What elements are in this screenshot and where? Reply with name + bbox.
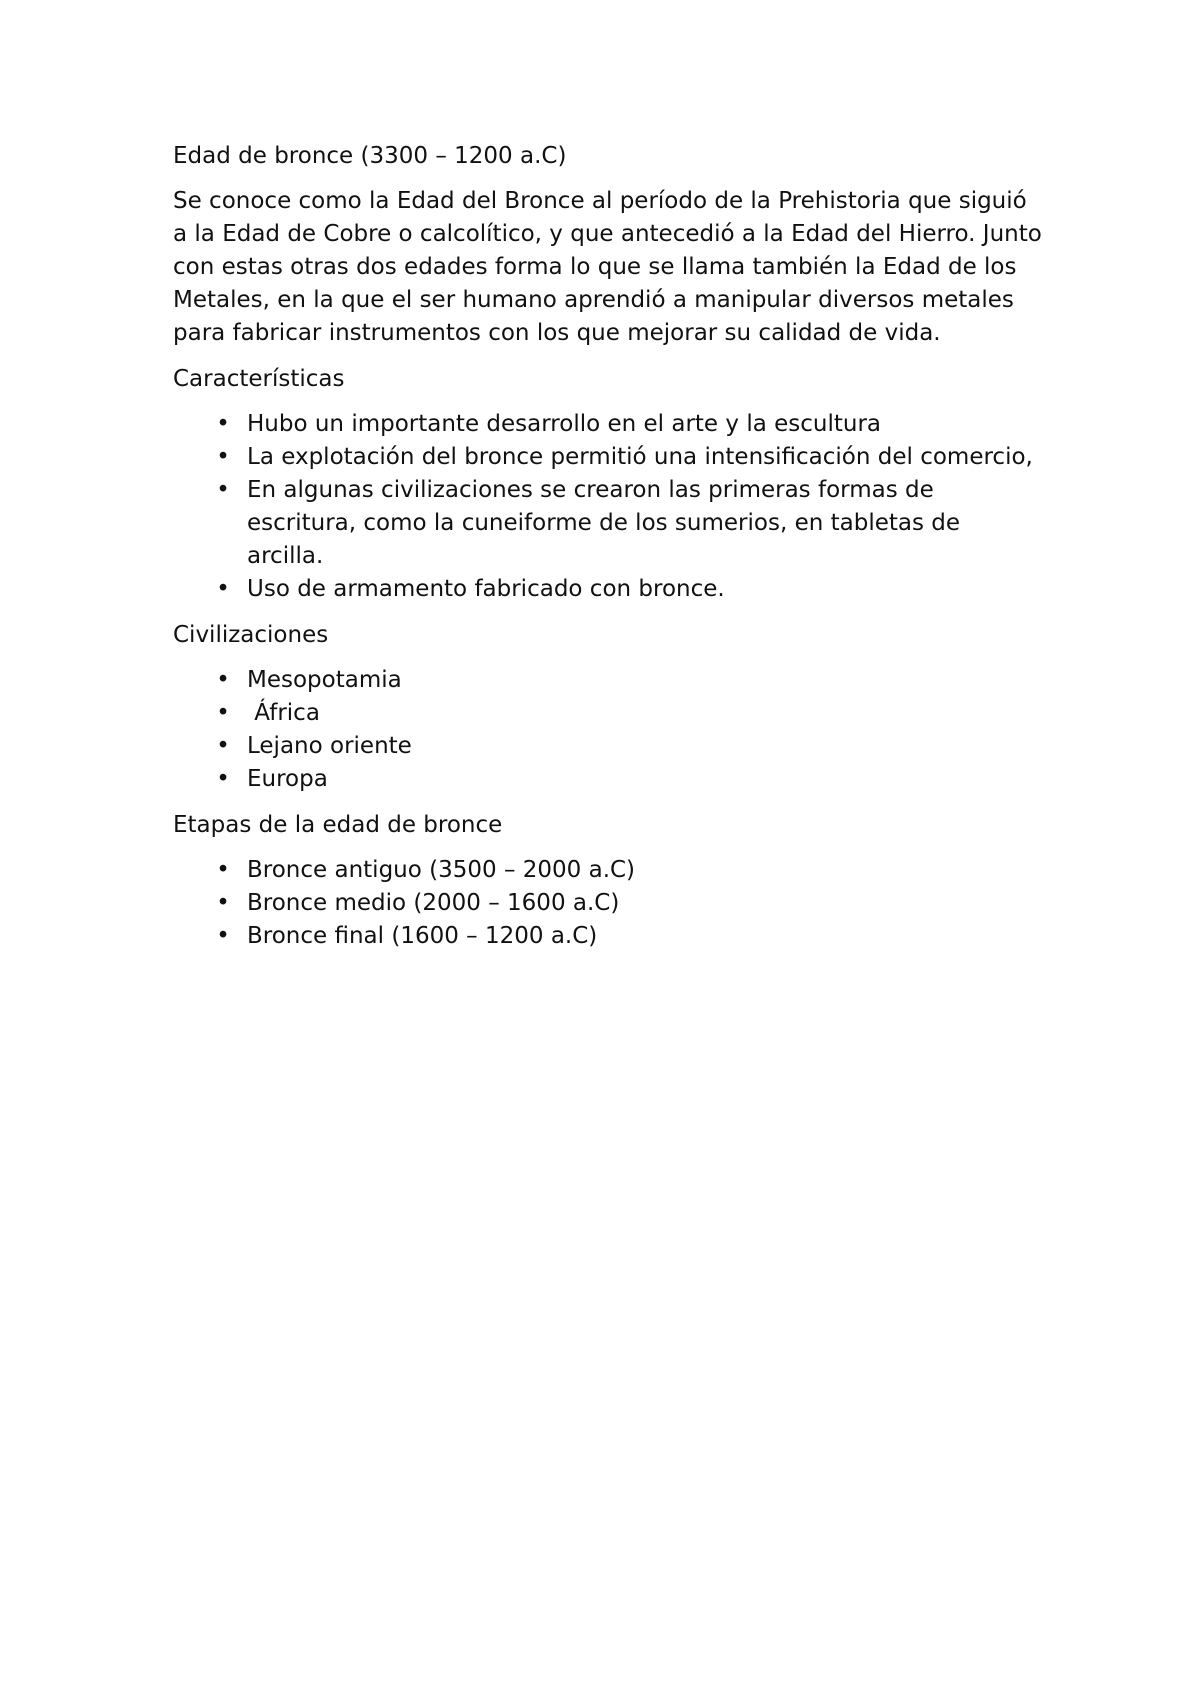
list-item <box>173 854 1043 887</box>
list-item-text: África <box>247 700 320 726</box>
list-item <box>173 730 1043 763</box>
civilizaciones-list <box>173 664 1043 796</box>
bullet-icon: • <box>216 411 230 437</box>
list-item-text: Hubo un importante desarrollo en el arte y la escultura <box>247 411 882 437</box>
list-item-text: Europa <box>247 766 328 792</box>
etapas-list <box>173 854 1043 953</box>
list-item-text: En algunas civilizaciones se crearon las primeras formas de escritura, como la cuneiforme de los sumerios, en tabletas de arcilla. <box>247 477 961 569</box>
bullet-icon: • <box>216 667 230 693</box>
intro-paragraph: Se conoce como la Edad del Bronce al período de la Prehistoria que siguió a la Edad de Cobre o calcolítico, y que antecedió a la Edad del Hierro. Junto con estas otras dos edades forma lo que se llama también la Edad de los Metales, en la que el ser humano aprendió a manipular diversos metales para fabricar instrumentos con los que mejorar su calidad de vida. <box>173 188 1042 346</box>
list-item <box>173 474 1043 573</box>
section-heading-etapas: Etapas de la edad de bronce <box>173 812 503 838</box>
list-item-text: Bronce medio (2000 – 1600 a.C) <box>247 890 620 916</box>
bullet-icon: • <box>216 477 230 503</box>
list-item <box>173 887 1043 920</box>
list-item-text: Bronce antiguo (3500 – 2000 a.C) <box>247 857 636 883</box>
bullet-icon: • <box>216 890 230 916</box>
list-item-text: Uso de armamento fabricado con bronce. <box>247 576 725 602</box>
list-item <box>173 573 1043 606</box>
list-item-text: Mesopotamia <box>247 667 402 693</box>
caracteristicas-list <box>173 408 1043 606</box>
bullet-icon: • <box>216 733 230 759</box>
bullet-icon: • <box>216 576 230 602</box>
bullet-icon: • <box>216 857 230 883</box>
section-heading-caracteristicas: Características <box>173 366 345 392</box>
list-item <box>173 408 1043 441</box>
bullet-icon: • <box>216 700 230 726</box>
list-item <box>173 920 1043 953</box>
list-item <box>173 664 1043 697</box>
list-item-text: Lejano oriente <box>247 733 412 759</box>
section-heading-civilizaciones: Civilizaciones <box>173 622 329 648</box>
bullet-icon: • <box>216 766 230 792</box>
bullet-icon: • <box>216 444 230 470</box>
document-page <box>173 140 1043 966</box>
bullet-icon: • <box>216 923 230 949</box>
list-item <box>173 763 1043 796</box>
list-item-text: Bronce final (1600 – 1200 a.C) <box>247 923 598 949</box>
list-item-text: La explotación del bronce permitió una intensificación del comercio, <box>247 444 1033 470</box>
document-title: Edad de bronce (3300 – 1200 a.C) <box>173 143 567 169</box>
list-item <box>173 697 1043 730</box>
list-item <box>173 441 1043 474</box>
